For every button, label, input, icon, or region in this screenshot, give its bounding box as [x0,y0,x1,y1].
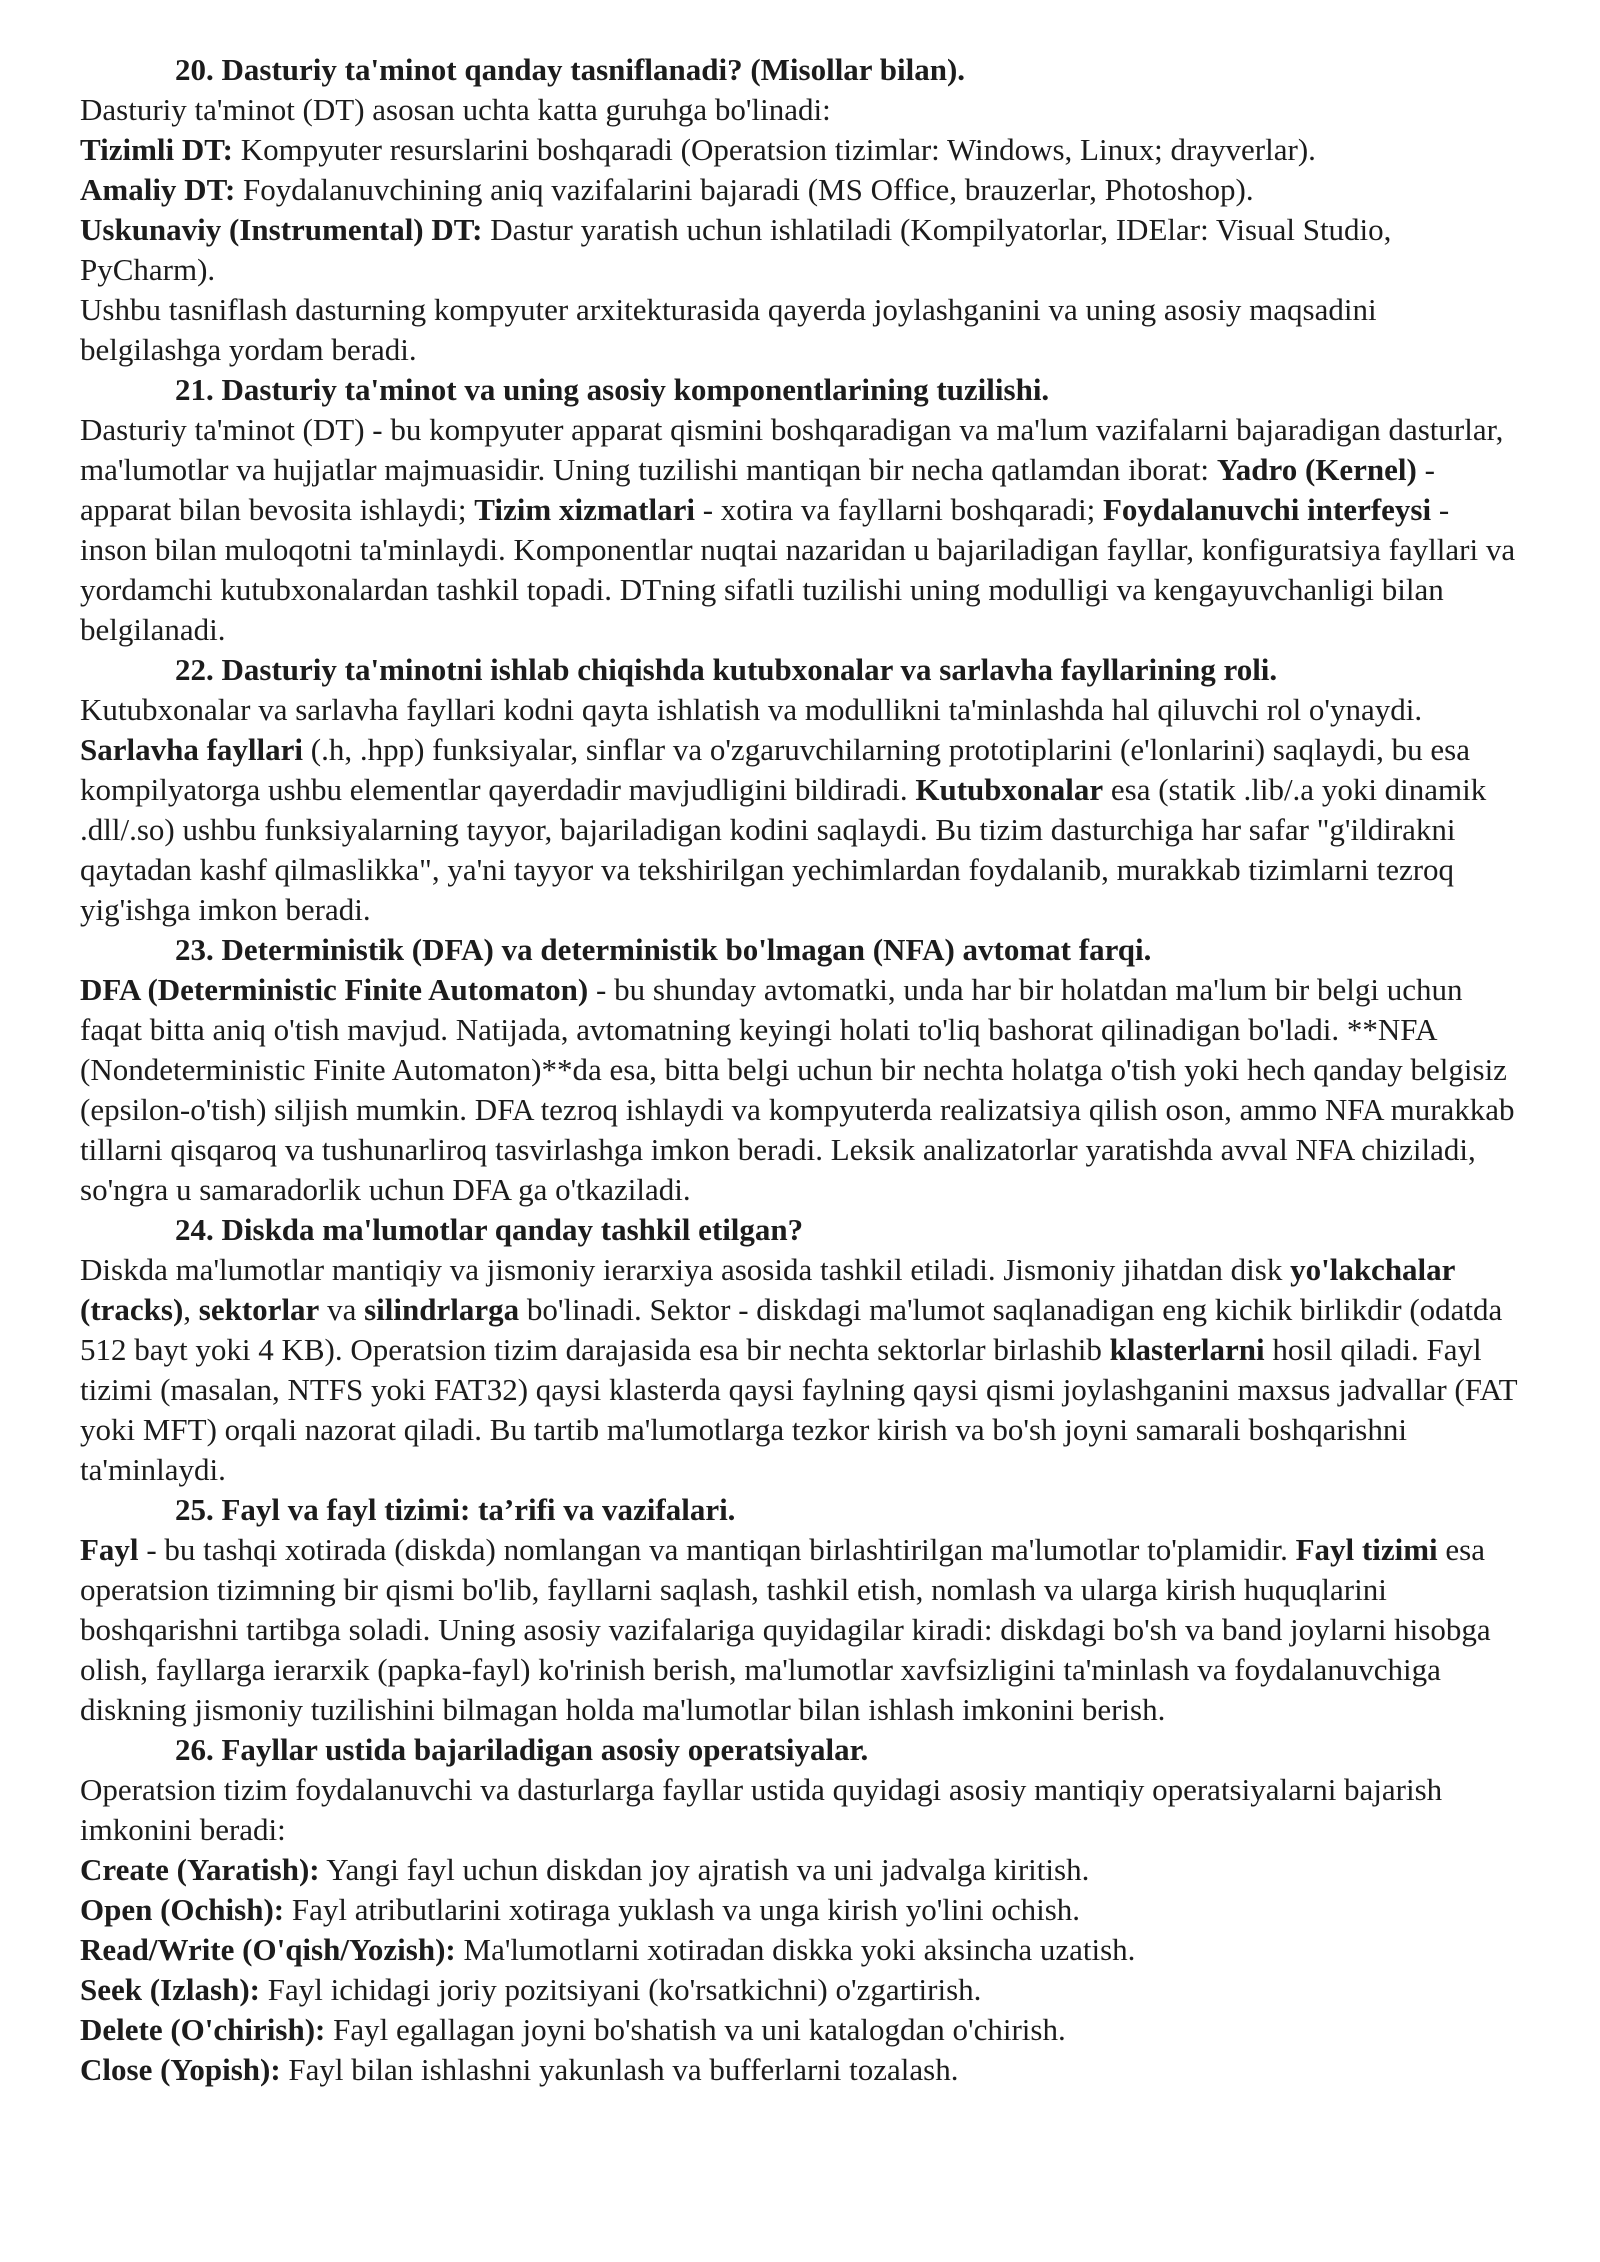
bold-term: Sarlavha fayllari [80,732,304,767]
section-heading: 25. Fayl va fayl tizimi: ta’rifi va vazifalari. [175,1492,736,1527]
bold-term: silindrlarga [364,1292,520,1327]
text-run: , [183,1292,199,1327]
text-run: bo'linadi. Sektor - diskdagi ma'lumot saqlanadigan eng kichik birlikdir (odatda 512 bayt yoki 4 KB). Operatsion tizim darajasida esa bir nechta sektorlar birlashib [80,1292,1503,1367]
list-item [80,2050,1520,2090]
text-run: Fayl bilan ishlashni yakunlash va bufferlarni tozalash. [280,2052,959,2087]
bold-term: Fayl [80,1532,139,1567]
list-item [80,1890,1520,1930]
text-run: - bu tashqi xotirada (diskda) nomlangan va mantiqan birlashtirilgan ma'lumotlar to'plamidir. [138,1532,1296,1567]
bold-term: klasterlarni [1109,1332,1265,1367]
section-26 [80,1730,1520,2090]
paragraph: Dasturiy ta'minot (DT) asosan uchta katta guruhga bo'linadi: [80,92,831,127]
text-run: (.h, .hpp) funksiyalar, sinflar va o'zgaruvchilarning prototiplarini (e'lonlarini) saqlaydi, bu esa kompilyatorga ushbu elementlar qayerdadir mavjudligini bildiradi. [80,732,1470,807]
text-run: hosil qiladi. Fayl tizimi (masalan, NTFS yoki FAT32) qaysi klasterda qaysi faylning qaysi qismi joylashganini maxsus jadvallar (FAT yoki MFT) orqali nazorat qiladi. Bu tartib ma'lumotlarga tezkor kirish va bo'sh joyni samarali boshqarishni ta'minlaydi. [80,1332,1518,1487]
list-item [80,2010,1520,2050]
text-run: Diskda ma'lumotlar mantiqiy va jismoniy ierarxiya asosida tashkil etiladi. Jismoniy jihatdan disk [80,1252,1291,1287]
bold-term: Foydalanuvchi interfeysi [1103,492,1432,527]
bold-term: Create (Yaratish): [80,1852,320,1887]
bold-term: Yadro (Kernel) [1216,452,1417,487]
text-run: Kompyuter resurslarini boshqaradi (Operatsion tizimlar: Windows, Linux; drayverlar). [233,132,1316,167]
paragraph: Ushbu tasniflash dasturning kompyuter arxitekturasida qayerda joylashganini va uning asosiy maqsadini belgilashga yordam beradi. [80,292,1377,367]
bold-term: Tizim xizmatlari [474,492,695,527]
text-run: - inson bilan muloqotni ta'minlaydi. Komponentlar nuqtai nazaridan u bajariladigan fayllar, konfiguratsiya fayllari va yordamchi kutubxonalardan tashkil topadi. DTning sifatli tuzilishi uning modulligi va kengayuvchanligi bilan belgilanadi. [80,492,1516,647]
bold-term: Tizimli DT: [80,132,233,167]
section-heading: 21. Dasturiy ta'minot va uning asosiy komponentlarining tuzilishi. [175,372,1050,407]
section-21 [80,370,1520,650]
bold-term: Kutubxonalar [915,772,1104,807]
text-run: - apparat bilan bevosita ishlaydi; [80,452,1435,527]
paragraph [80,970,1520,1210]
section-20 [80,50,1520,370]
list-item [80,1970,1520,2010]
bold-term: DFA (Deterministic Finite Automaton) [80,972,589,1007]
section-24 [80,1210,1520,1490]
paragraph: Operatsion tizim foydalanuvchi va dasturlarga fayllar ustida quyidagi asosiy mantiqiy operatsiyalarni bajarish imkonini beradi: [80,1772,1443,1847]
text-run: esa operatsion tizimning bir qismi bo'lib, fayllarni saqlash, tashkil etish, nomlash va ularga kirish huquqlarini boshqarishni tartibga soladi. Uning asosiy vazifalariga quyidagilar kiradi: diskdagi bo'sh va band joylarni hisobga olish, fayllarga ierarxik (papka-fayl) ko'rinish berish, ma'lumotlar xavfsizligini ta'minlash va foydalanuvchiga diskning jismoniy tuzilishini bilmagan holda ma'lumotlar bilan ishlash imkonini berish. [80,1532,1491,1727]
bold-term: Read/Write (O'qish/Yozish): [80,1932,456,1967]
bold-term: Seek (Izlash): [80,1972,260,2007]
paragraph [80,130,1520,170]
section-heading: 20. Dasturiy ta'minot qanday tasniflanadi? (Misollar bilan). [175,52,966,87]
text-run: Foydalanuvchining aniq vazifalarini bajaradi (MS Office, brauzerlar, Photoshop). [235,172,1254,207]
paragraph [80,1530,1520,1730]
section-22 [80,650,1520,930]
text-run: va [319,1292,365,1327]
bold-term: Delete (O'chirish): [80,2012,326,2047]
bold-term: Fayl tizimi [1295,1532,1438,1567]
text-run: esa (statik .lib/.a yoki dinamik .dll/.so) ushbu funksiyalarning tayyor, bajariladigan kodini saqlaydi. Bu tizim dasturchiga har safar "g'ildirakni qaytadan kashf qilmaslikka", ya'ni tayyor va tekshirilgan yechimlardan foydalanib, murakkab tizimlarni tezroq yig'ishga imkon beradi. [80,772,1487,927]
bold-term: Amaliy DT: [80,172,236,207]
text-run: Kutubxonalar va sarlavha fayllari kodni qayta ishlatish va modullikni ta'minlashda hal qiluvchi rol o'ynaydi. [80,692,1423,727]
section-heading: 23. Deterministik (DFA) va deterministik bo'lmagan (NFA) avtomat farqi. [175,932,1152,967]
paragraph [80,1250,1520,1490]
paragraph [80,210,1520,290]
text-run: Yangi fayl uchun diskdan joy ajratish va uni jadvalga kiritish. [319,1852,1090,1887]
bold-term: sektorlar [198,1292,320,1327]
list-item [80,1850,1520,1890]
section-23 [80,930,1520,1210]
section-heading: 22. Dasturiy ta'minotni ishlab chiqishda kutubxonalar va sarlavha fayllarining roli. [175,652,1278,687]
list-item [80,1930,1520,1970]
text-run: Fayl atributlarini xotiraga yuklash va unga kirish yo'lini ochish. [284,1892,1081,1927]
bold-term: Close (Yopish): [80,2052,281,2087]
section-heading: 24. Diskda ma'lumotlar qanday tashkil etilgan? [175,1212,804,1247]
bold-term: Uskunaviy (Instrumental) DT: [80,212,483,247]
text-run: - bu shunday avtomatki, unda har bir holatdan ma'lum bir belgi uchun faqat bitta aniq o'tish mavjud. Natijada, avtomatning keyingi holati to'liq bashorat qilinadigan bo'ladi. **NFA (Nondeterministic Finite Automaton)**da esa, bitta belgi uchun bir nechta holatga o'tish yoki hech qanday belgisiz (epsilon-o'tish) siljish mumkin. DFA tezroq ishlaydi va kompyuterda realizatsiya qilish oson, ammo NFA murakkab tillarni qisqaroq va tushunarliroq tasvirlashga imkon beradi. Leksik analizatorlar yaratishda avval NFA chiziladi, so'ngra u samaradorlik uchun DFA ga o'tkaziladi. [80,972,1515,1207]
text-run: - xotira va fayllarni boshqaradi; [694,492,1103,527]
section-heading: 26. Fayllar ustida bajariladigan asosiy operatsiyalar. [175,1732,869,1767]
paragraph [80,410,1520,650]
text-run: Fayl ichidagi joriy pozitsiyani (ko'rsatkichni) o'zgartirish. [259,1972,982,2007]
text-run: Ma'lumotlarni xotiradan diskka yoki aksincha uzatish. [455,1932,1136,1967]
text-run: Dasturiy ta'minot (DT) - bu kompyuter apparat qismini boshqaradigan va ma'lum vazifalarni bajaradigan dasturlar, ma'lumotlar va hujjatlar majmuasidir. Uning tuzilishi mantiqan bir necha qatlamdan iborat: [80,412,1504,487]
section-25 [80,1490,1520,1730]
text-run: Dastur yaratish uchun ishlatiladi (Kompilyatorlar, IDElar: Visual Studio, PyCharm). [80,212,1392,287]
text-run: Fayl egallagan joyni bo'shatish va uni katalogdan o'chirish. [325,2012,1066,2047]
bold-term: yo'lakchalar (tracks) [80,1252,1455,1327]
paragraph [80,170,1520,210]
paragraph [80,690,1520,930]
bold-term: Open (Ochish): [80,1892,285,1927]
